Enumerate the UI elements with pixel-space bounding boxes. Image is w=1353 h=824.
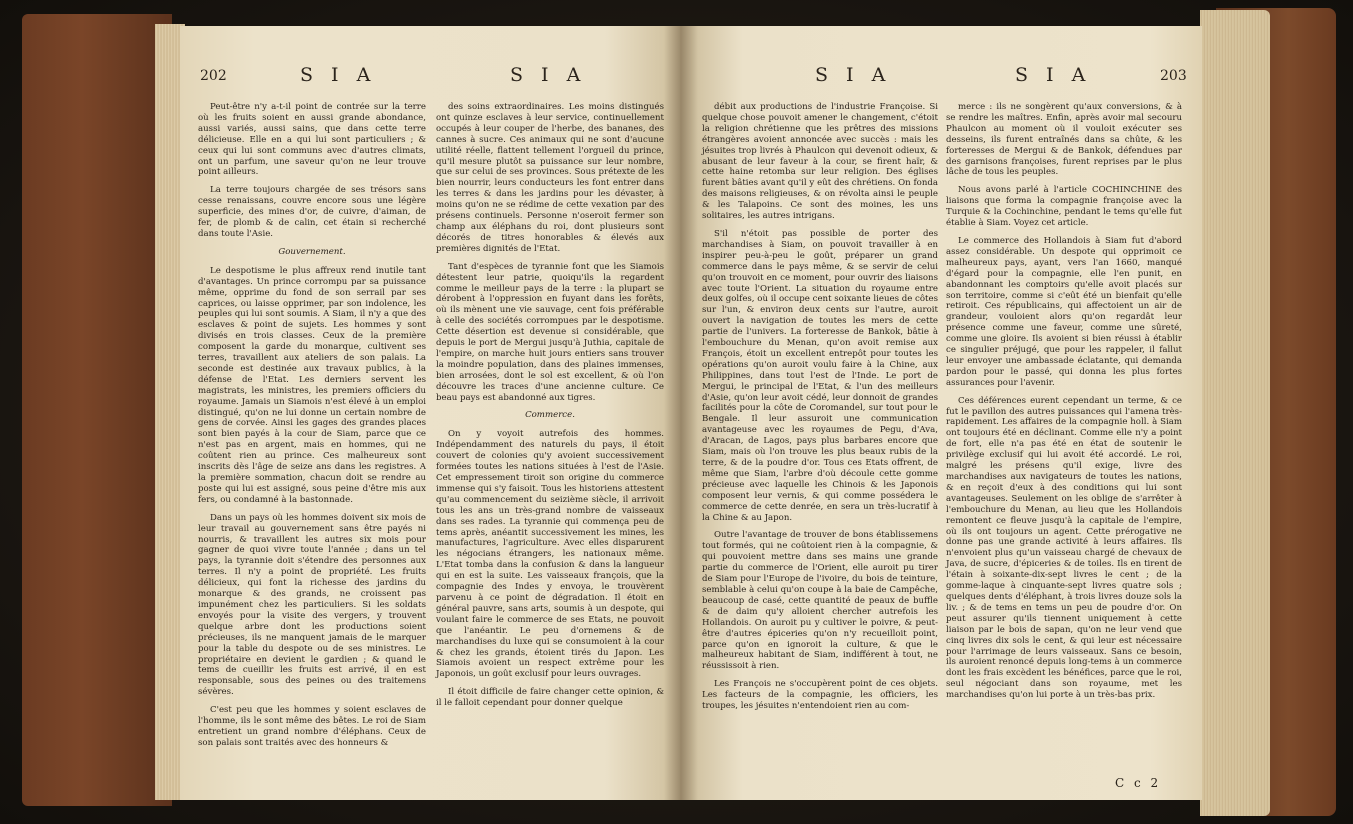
- paragraph: C'est peu que les hommes y soient esclaves de l'homme, ils le sont même des bêtes. Le roi de Siam entretient un grand nombre d'éléphans. Ceux de son palais sont traités avec des honneurs &: [198, 705, 426, 748]
- paragraph: merce : ils ne songèrent qu'aux conversions, & à se rendre les maîtres. Enfin, après avoir mal secouru Phaulcon au moment où il vouloit exécuter ses desseins, ils furent entraînés dans sa chûte, & les forteresses de Mergui & de Bankok, défendues par des garnisons françoises, furent reprises par le plus lâche de tous les peuples.: [946, 102, 1182, 178]
- left-head-word-2: S I A: [510, 64, 587, 86]
- page-number-left: 202: [200, 68, 227, 84]
- right-page-edges: [1200, 10, 1270, 816]
- right-page-column-1: [702, 102, 938, 719]
- paragraph: Nous avons parlé à l'article COCHINCHINE des liaisons que forma la compagnie françoise avec la Turquie & la Cochinchine, pendant le tems qu'elle fut établie à Siam. Voyez cet article.: [946, 185, 1182, 229]
- left-head-word-1: S I A: [300, 64, 377, 86]
- paragraph: La terre toujours chargée de ses trésors sans cesse renaissans, couvre encore sous une légère superficie, des mines d'or, de cuivre, d'aiman, de fer, de plomb & de calin, cet étain si recherché dans toute l'Asie.: [198, 185, 426, 239]
- right-page-column-2: [946, 102, 1182, 708]
- paragraph: Dans un pays où les hommes doivent six mois de leur travail au gouvernement sans être payés ni nourris, & travaillent les autres six mois pour gagner de quoi vivre toute l'année ; dans un tel pays, la tyrannie doit s'étendre des personnes aux terres. Il n'y a point de propriété. Les fruits délicieux, qui font la richesse des jardins du monarque & des grands, ne croissent pas impunément chez les particuliers. Si les soldats envoyés pour la visite des vergers, y trouvent quelque arbre dont les productions soient précieuses, ils ne manquent jamais de le marquer pour la table du despote ou de ses ministres. Le propriétaire en devient le gardien ; & quand le tems de cueillir les fruits est arrivé, il en est responsable, sous des peines ou des traitemens sévères.: [198, 512, 426, 698]
- right-head-word-2: S I A: [1015, 64, 1092, 86]
- paragraph: débit aux productions de l'industrie Françoise. Si quelque chose pouvoit amener le changement, c'étoit la religion chrétienne que les prêtres des missions étrangères avoient annoncée avec succès : mais les jésuites trop livrés à Phaulcon qui devenoit odieux, & abusant de leur faveur à la cour, se firent haïr, & cette haine retomba sur leur religion. Des églises furent bâties avant qu'il y eût des chrétiens. On fonda des maisons religieuses, & on révolta ainsi le peuple & les Talapoins. Ce sont des moines, les uns solitaires, les autres intrigans.: [702, 102, 938, 222]
- right-running-head: [680, 64, 1202, 86]
- left-running-head: [180, 64, 680, 86]
- left-page-column-1: [198, 102, 426, 756]
- section-heading: Commerce.: [525, 410, 575, 421]
- right-page: [680, 26, 1202, 800]
- left-page-column-2: [436, 102, 664, 716]
- paragraph: Le despotisme le plus affreux rend inutile tant d'avantages. Un prince corrompu par sa puissance même, opprime du fond de son serrail par ses caprices, ou laisse opprimer, par son indolence, les peuples qui lui sont soumis. A Siam, il n'y a que des esclaves & point de sujets. Les hommes y sont divisés en trois classes. Ceux de la première composent la garde du monarque, cultivent ses terres, travaillent aux ateliers de son palais. La seconde est destinée aux travaux publics, à la défense de l'Etat. Les derniers servent les magistrats, les ministres, les premiers officiers du royaume. Jamais un Siamois n'est élevé à un emploi distingué, qu'on ne lui donne un certain nombre de gens de corvée. Ainsi les gages des grandes places sont bien payés à la cour de Siam, parce que ce n'est pas en argent, mais en hommes, qui ne coûtent rien au prince. Ces malheureux sont inscrits dès l'âge de seize ans dans les registres. A la première sommation, chacun doit se rendre au poste qui lui est assigné, sous peine d'être mis aux fers, ou condamné à la bastonnade.: [198, 265, 426, 505]
- paragraph: Le commerce des Hollandois à Siam fut d'abord assez considérable. Un despote qui opprimoit ce malheureux pays, ayant, vers l'an 1660, manqué d'égard pour la compagnie, elle l'en punit, en abandonnant les comptoirs qu'elle avoit placés sur son territoire, comme si c'eût été un bienfait qu'elle retiroit. Ces républicains, qui affectoient un air de grandeur, vouloient alors qu'on regardât leur présence comme une faveur, comme une sûreté, comme une gloire. Ils avoient si bien réussi à établir ce singulier préjugé, que pour les rappeler, il fallut leur envoyer une ambassade éclatante, qui demanda pardon pour le passé, qui donna les plus fortes assurances pour l'avenir.: [946, 235, 1182, 388]
- left-cover-board: [22, 14, 172, 806]
- book-gutter: [664, 26, 698, 800]
- paragraph: Peut-être n'y a-t-il point de contrée sur la terre où les fruits soient en aussi grande abondance, aussi variés, aussi sains, que dans cette terre délicieuse. Elle en a qui lui sont particuliers ; & ceux qui lui sont communs avec d'autres climats, ont un parfum, une saveur qu'on ne leur trouve point ailleurs.: [198, 102, 426, 178]
- paragraph: Outre l'avantage de trouver de bons établissemens tout formés, qui ne coûtoient rien à la compagnie, & qui pouvoient mettre dans ses mains une grande partie du commerce de l'Orient, elle auroit pu tirer de Siam pour l'Europe de l'ivoire, du bois de teinture, semblable à celui qu'on coupe à la baie de Campêche, beaucoup de casé, cette quantité de peaux de buffle & de daim qu'y alloient chercher autrefois les Hollandois. On auroit pu y cultiver le poivre, & peut-être d'autres épiceries qu'on n'y recueilloit point, parce qu'on en ignoroit la culture, & que le malheureux habitant de Siam, indifférent à tout, ne réussissoit à rien.: [702, 530, 938, 672]
- paragraph: S'il n'étoit pas possible de porter des marchandises à Siam, on pouvoit travailler à en inspirer peu-à-peu le goût, préparer un grand commerce dans le pays même, & se servir de celui qu'on trouvoit en ce moment, pour ouvrir des liaisons avec toute l'Orient. La situation du royaume entre deux golfes, où il occupe cent soixante lieues de côtes sur l'un, & environ deux cents sur l'autre, auroit ouvert la navigation de toutes les mers de cette partie de l'univers. La forteresse de Bankok, bâtie à l'embouchure du Menan, qu'on avoit remise aux François, étoit un excellent entrepôt pour toutes les opérations qu'on auroit voulu faire à la Chine, aux Philippines, dans tout l'est de l'Inde. Le port de Mergui, le principal de l'Etat, & l'un des meilleurs d'Asie, qu'on leur avoit cédé, leur donnoit de grandes facilités pour la côte de Coromandel, sur tout pour le Bengale. Il leur assuroit une communication avantageuse avec les royaumes de Pegu, d'Ava, d'Aracan, de Lagos, pays plus barbares encore que Siam, mais où l'on trouve les plus beaux rubis de la terre, & de la poudre d'or. Tous ces Etats offrent, de même que Siam, l'arbre d'où découle cette gomme précieuse avec laquelle les Chinois & les Japonois composent leur vernis, & qui comme possédera le commerce de cette denrée, en sera un très-lucratif à la Chine & au Japon.: [702, 228, 938, 523]
- paragraph: Il étoit difficile de faire changer cette opinion, & il le falloit cependant pour donner quelque: [436, 687, 664, 709]
- paragraph: Les François ne s'occupèrent point de ces objets. Les facteurs de la compagnie, les officiers, les troupes, les jésuites n'entendoient rien au com-: [702, 679, 938, 712]
- paragraph: Ces déférences eurent cependant un terme, & ce fut le pavillon des autres puissances qui l'amena très-rapidement. Les affaires de la compagnie holl. à Siam ont toujours été en déclinant. Comme elle n'y a point de fort, elle n'a pas été en état de soutenir le privilège exclusif qui lui avoit été accordé. Le roi, malgré les présens qu'il exige, livre des marchandises aux navigateurs de toutes les nations, & en reçoit d'eux à des conditions qui lui sont avantageuses. Seulement on les oblige de s'arrêter à l'embouchure du Menan, au lieu que les Hollandois remontent ce fleuve jusqu'à la capitale de l'empire, où ils ont toujours un agent. Cette prérogative ne donne pas une grande activité à leurs affaires. Ils n'envoient plus qu'un vaisseau chargé de chevaux de Java, de sucre, d'épiceries & de toiles. Ils en tirent de l'étain à soixante-dix-sept livres le cent ; de la gomme-laque à cinquante-sept livres quatre sols ; quelques dents d'éléphant, à trois livres douze sols la liv. ; & de tems en tems un peu de poudre d'or. On peut assurer qu'ils tiennent uniquement à cette liaison par le bois de sapan, qu'on ne leur vend que cinq livres dix sols le cent, & qui leur est nécessaire pour l'arrimage de leurs vaisseaux. Sans ce besoin, ils auroient renoncé depuis long-tems à un commerce dont les frais excèdent les bénéfices, parce que le roi, seul négociant dans son royaume, met les marchandises qu'on lui porte à un très-bas prix.: [946, 395, 1182, 701]
- right-head-word-1: S I A: [815, 64, 892, 86]
- section-heading: Gouvernement.: [278, 246, 346, 257]
- paragraph: Tant d'espèces de tyrannie font que les Siamois détestent leur patrie, quoiqu'ils la regardent comme le meilleur pays de la terre : la plupart se dérobent à l'oppression en fuyant dans les forêts, où ils mènent une vie sauvage, cent fois préférable à celle des sociétés corrompues par le despotisme. Cette désertion est devenue si considérable, que depuis le port de Mergui jusqu'à Juthia, capitale de l'empire, on marche huit jours entiers sans trouver la moindre population, dans des plaines immenses, bien arrosées, dont le sol est excellent, & où l'on découvre les traces d'une ancienne culture. Ce beau pays est abandonné aux tigres.: [436, 261, 664, 403]
- left-page: [180, 26, 680, 800]
- signature-mark: C c 2: [1115, 776, 1162, 790]
- paragraph: des soins extraordinaires. Les moins distingués ont quinze esclaves à leur service, continuellement occupés à leur couper de l'herbe, des bananes, des cannes à sucre. Ces animaux qui ne sont d'aucune utilité réelle, flattent tellement l'orgueil du prince, qu'il mesure plutôt sa puissance sur leur nombre, que sur celui de ses provinces. Sous prétexte de les bien nourrir, leurs conducteurs les font entrer dans les terres & dans les jardins pour les dévaster, à moins qu'on ne se rédime de cette vexation par des présens continuels. Personne n'oseroit fermer son champ aux éléphans du roi, dont plusieurs sont décorés de titres honorables & élevés aux premières dignités de l'Etat.: [436, 102, 664, 254]
- paragraph: On y voyoit autrefois des hommes. Indépendamment des naturels du pays, il étoit couvert de colonies qu'y avoient successivement formées toutes les nations situées à l'est de l'Asie. Cet empressement tiroit son origine du commerce immense qui s'y faisoit. Tous les historiens attestent qu'au commencement du seizième siècle, il arrivoit tous les ans un très-grand nombre de vaisseaux dans ses rades. La tyrannie qui commença peu de tems après, anéantit successivement les mines, les manufactures, l'agriculture. Avec elles disparurent les négocians étrangers, les nationaux même. L'Etat tomba dans la confusion & dans la langueur qui en est la suite. Les vaisseaux françois, que la compagnie des Indes y envoya, le trouvèrent parvenu à ce point de dégradation. Il étoit en général pauvre, sans arts, soumis à un despote, qui voulant faire le commerce de ses Etats, ne pouvoit que l'anéantir. Le peu d'ornemens & de marchandises du luxe qui se consumoient à la cour & chez les grands, étoient tirés du Japon. Les Siamois avoient un respect extrême pour les Japonois, un goût exclusif pour leurs ouvrages.: [436, 429, 664, 680]
- page-number-right: 203: [1160, 68, 1187, 84]
